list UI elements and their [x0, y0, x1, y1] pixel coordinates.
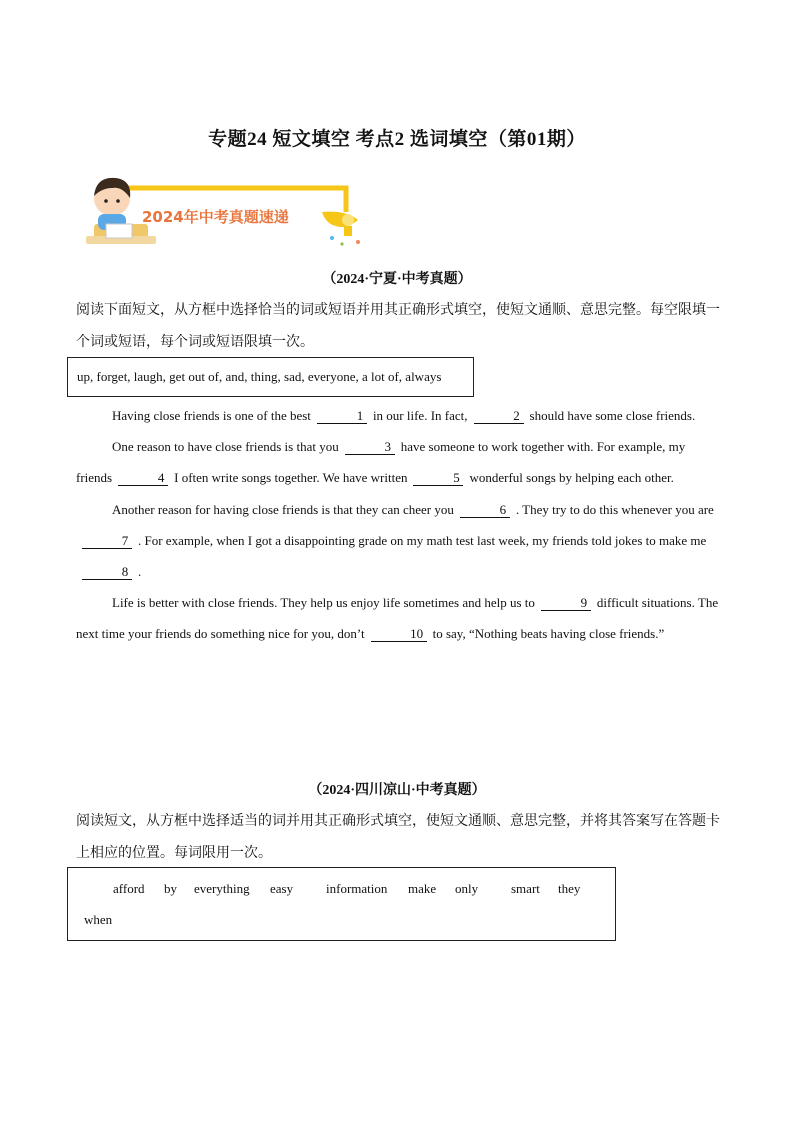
page-title: 专题24 短文填空 考点2 选词填空（第01期） [208, 129, 586, 150]
section2-instruction: 阅读短文，从方框中选择适当的词并用其正确形式填空，使短文通顺、意思完整，并将其答案写在答题卡上相应的位置。每词限用一次。 [76, 813, 720, 861]
word-item: make [408, 881, 437, 896]
word-item: they [558, 881, 581, 896]
blank-4[interactable]: 4 [118, 471, 168, 486]
word-item: afford [113, 881, 145, 896]
blank-3[interactable]: 3 [345, 440, 395, 455]
blank-6[interactable]: 6 [460, 503, 510, 518]
paragraph: Having close friends is one of the best 1 in our life. In fact, 2 should have some close friends. [112, 408, 696, 423]
blank-7[interactable]: 7 [82, 534, 132, 549]
paragraph: Another reason for having close friends is that they can cheer you 6 . They try to do this whenever you are7 . For example, when I got a disappointing grade on my math test last week, my friends told jokes to make me8 . [76, 494, 721, 588]
paragraph: One reason to have close friends is that you 3 have someone to work together with. For example, my friends 4 I often write songs together. We have written 5 wonderful songs by helping each other. [76, 439, 686, 486]
passage-1 [76, 400, 721, 650]
banner-label: 2024年中考真题速递 [142, 208, 289, 226]
blank-2[interactable]: 2 [474, 409, 524, 424]
word-item: when [84, 912, 113, 927]
word-box-1 [67, 357, 474, 397]
word-item: only [455, 881, 479, 896]
blank-9[interactable]: 9 [541, 596, 591, 611]
blank-8[interactable]: 8 [82, 565, 132, 580]
word-item: by [164, 881, 177, 896]
word-box-2 [67, 867, 616, 941]
section1-instruction: 阅读下面短文，从方框中选择恰当的词或短语并用其正确形式填空，使短文通顺、意思完整。每空限填一个词或短语，每个词或短语限填一次。 [76, 302, 720, 350]
word-item: everything [194, 881, 250, 896]
word-item: information [326, 881, 388, 896]
banner [76, 168, 366, 248]
word-item: easy [270, 881, 294, 896]
word-box-1-text: up, forget, laugh, get out of, and, thing, sad, everyone, a lot of, always [77, 369, 442, 384]
paragraph: Life is better with close friends. They help us enjoy life sometimes and help us to 9 difficult situations. The next time your friends do something nice for you, don’t 10 to say, “Nothing beats having close friends.” [76, 595, 719, 642]
blank-10[interactable]: 10 [371, 627, 427, 642]
section1-source: （2024·宁夏·中考真题） [322, 272, 472, 287]
blank-5[interactable]: 5 [413, 471, 463, 486]
section2-source: （2024·四川凉山·中考真题） [308, 783, 486, 798]
blank-1[interactable]: 1 [317, 409, 367, 424]
word-item: smart [511, 881, 540, 896]
